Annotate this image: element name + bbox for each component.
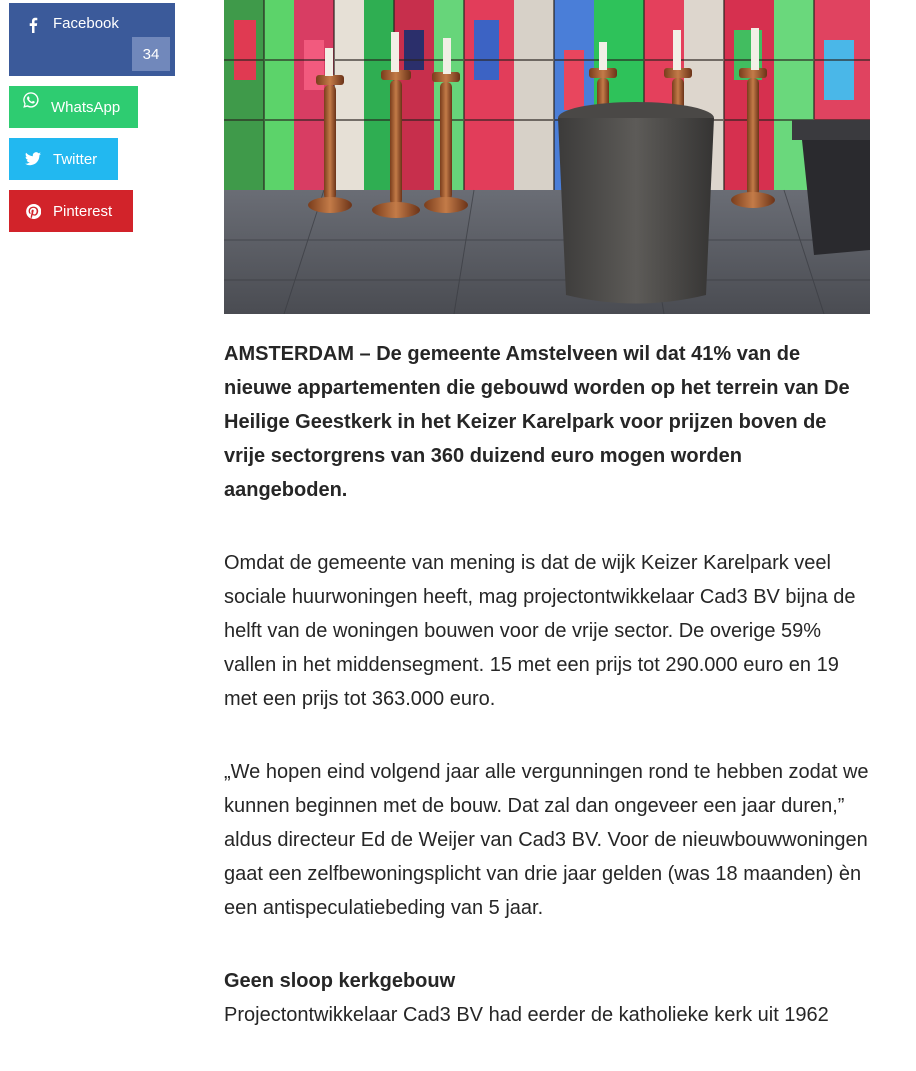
pinterest-icon (23, 201, 43, 221)
share-facebook-button[interactable] (9, 3, 175, 76)
article-hero-image (224, 0, 870, 314)
whatsapp-icon (21, 90, 41, 110)
twitter-icon (23, 149, 43, 169)
share-whatsapp-button[interactable] (9, 86, 138, 128)
share-twitter-label: Twitter (53, 150, 98, 168)
article-paragraph: Projectontwikkelaar Cad3 BV had eerder de katholieke kerk uit 1962 (224, 1004, 829, 1026)
article-lead: AMSTERDAM – De gemeente Amstelveen wil dat 41% van de nieuwe appartementen die gebouwd worden op het terrein van De Heilige Geestkerk in het Keizer Karelpark voor prijzen boven de vrije sectorgrens van 360 duizend euro mogen worden aangeboden. (224, 343, 850, 501)
article-body (224, 337, 870, 1071)
share-pinterest-label: Pinterest (53, 202, 113, 220)
share-count-badge: 34 (132, 37, 170, 71)
facebook-icon (23, 15, 43, 35)
share-facebook-label: Facebook (53, 15, 119, 32)
share-pinterest-button[interactable] (9, 190, 133, 232)
article-paragraph: Omdat de gemeente van mening is dat de wijk Keizer Karelpark veel sociale huurwoningen heeft, mag projectontwikkelaar Cad3 BV bijna de helft van de woningen bouwen voor de vrije sector. De overige 59% vallen in het middensegment. 15 met een prijs tot 290.000 euro en 19 met een prijs tot 363.000 euro. (224, 552, 856, 710)
article-subheading: Geen sloop kerkgebouw (224, 970, 456, 992)
share-whatsapp-label: WhatsApp (51, 98, 121, 116)
share-twitter-button[interactable] (9, 138, 118, 180)
article-paragraph: „We hopen eind volgend jaar alle vergunningen rond te hebben zodat we kunnen beginnen met de bouw. Dat zal dan ongeveer een jaar duren,” aldus directeur Ed de Weijer van Cad3 BV. Voor de nieuwbouwwoningen gaat een zelfbewoningsplicht van drie jaar gelden (was 18 maanden) èn een antispeculatiebeding van 5 jaar. (224, 761, 869, 919)
